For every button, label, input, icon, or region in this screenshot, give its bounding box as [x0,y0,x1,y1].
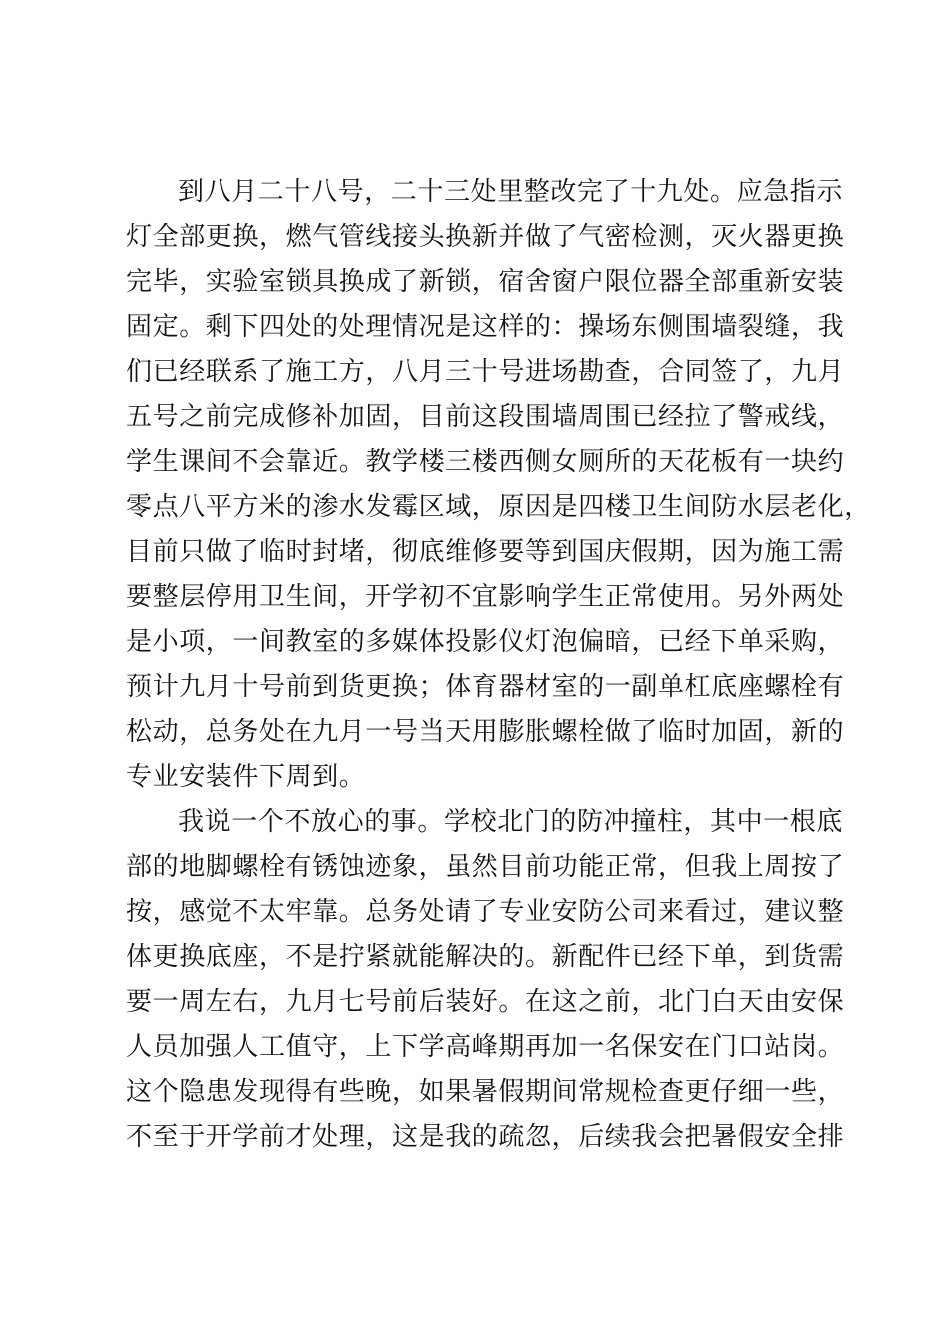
text-line: 我说一个不放心的事。学校北门的防冲撞柱，其中一根底 [178,807,844,837]
text-line: 松动，总务处在九月一号当天用膨胀螺栓做了临时加固，新的 [126,717,845,747]
text-line: 不至于开学前才处理，这是我的疏忽，后续我会把暑假安全排 [126,1122,845,1152]
text-line: 是小项，一间教室的多媒体投影仪灯泡偏暗，已经下单采购， [126,627,845,657]
text-line: 这个隐患发现得有些晚，如果暑假期间常规检查更仔细一些， [126,1077,845,1107]
paragraph-2 [126,800,846,1160]
text-line: 们已经联系了施工方，八月三十号进场勘查，合同签了，九月 [126,357,845,387]
text-line: 固定。剩下四处的处理情况是这样的：操场东侧围墙裂缝，我 [126,312,845,342]
text-line: 五号之前完成修补加固，目前这段围墙周围已经拉了警戒线， [126,402,845,432]
text-line: 要一周左右，九月七号前后装好。在这之前，北门白天由安保 [126,987,845,1017]
text-line: 目前只做了临时封堵，彻底维修要等到国庆假期，因为施工需 [126,537,845,567]
body-text [126,170,871,1160]
text-line: 灯全部更换，燃气管线接头换新并做了气密检测，灭火器更换 [126,222,845,252]
text-line: 零点八平方米的渗水发霉区域，原因是四楼卫生间防水层老化， [126,492,871,522]
text-line: 预计九月十号前到货更换；体育器材室的一副单杠底座螺栓有 [126,672,845,702]
text-line: 到八月二十八号，二十三处里整改完了十九处。应急指示 [178,177,844,207]
paragraph-1 [126,170,871,800]
text-line: 按，感觉不太牢靠。总务处请了专业安防公司来看过，建议整 [126,897,845,927]
text-line: 要整层停用卫生间，开学初不宜影响学生正常使用。另外两处 [126,582,845,612]
text-line: 部的地脚螺栓有锈蚀迹象，虽然目前功能正常，但我上周按了 [126,852,845,882]
text-line: 专业安装件下周到。 [126,762,366,792]
text-line: 人员加强人工值守，上下学高峰期再加一名保安在门口站岗。 [126,1032,845,1062]
text-line: 完毕，实验室锁具换成了新锁，宿舍窗户限位器全部重新安装 [126,267,845,297]
text-line: 体更换底座，不是拧紧就能解决的。新配件已经下单，到货需 [126,942,845,972]
text-line: 学生课间不会靠近。教学楼三楼西侧女厕所的天花板有一块约 [126,447,845,477]
